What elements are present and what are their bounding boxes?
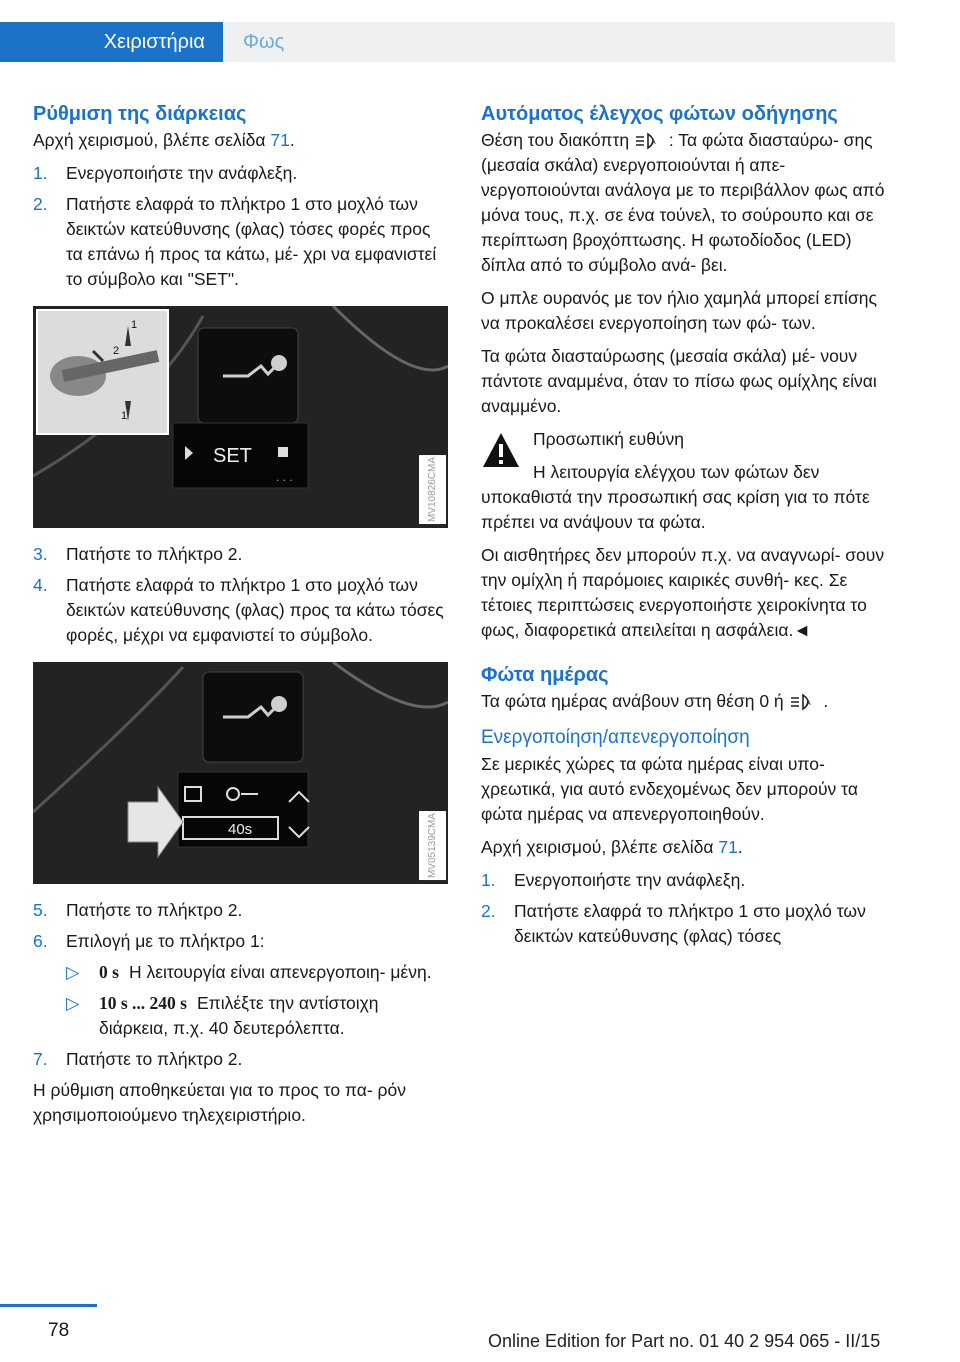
steps-list-c [33,898,448,1041]
figure-code: MV10826CMA [419,455,446,524]
steps-list-b [33,542,448,648]
left-column [33,100,448,1136]
time-label: 40s [228,821,253,838]
auto-lights-paragraph [481,128,896,278]
section-heading-duration: Ρύθμιση της διάρκειας [33,103,247,125]
warning-title: Προσωπική ευθύνη [533,429,685,449]
step-item [33,542,448,567]
step-item [33,192,448,292]
step-number: 6. [33,931,48,951]
step-text: Πατήστε το πλήκτρο 2. [66,900,243,920]
auto-headlight-icon [789,692,819,712]
step-item [33,161,448,186]
svg-text:. . .: . . . [276,470,293,484]
section-heading-daytime: Φώτα ημέρας [481,664,609,686]
step-text: Πατήστε το πλήκτρο 2. [66,544,243,564]
step-item [33,929,448,1041]
page-number: 78 [48,1320,70,1341]
auto-headlight-icon [634,131,664,151]
sub-option-list [66,960,448,1041]
step-text: Ενεργοποιήστε την ανάφλεξη. [66,163,298,183]
section-heading-auto-lights: Αυτόματος έλεγχος φώτων οδήγησης [481,103,838,125]
step-text: Επιλογή με το πλήκτρο 1: [66,931,265,951]
page-link-71[interactable]: 71 [270,130,290,150]
mandatory-paragraph: Σε μερικές χώρες τα φώτα ημέρας είναι υπο‐ χρεωτικά, για αυτό ενδεχομένως δεν μπορούν τα φώτα ημέρας να απενεργοποιηθούν. [481,754,858,824]
warning-triangle-icon [481,431,521,469]
instrument-cluster-illustration-2 [33,662,448,884]
intro-paragraph [33,128,448,153]
step-item [33,898,448,923]
foglight-paragraph: Τα φώτα διασταύρωσης (μεσαία σκάλα) μέ‐ νουν πάντοτε αναμμένα, όταν το πίσω φως ομίχλης είναι αναμμένο. [481,346,877,416]
sub-option-item [66,991,448,1041]
header-topic-tab: Φως [223,22,895,62]
edition-note: Online Edition for Part no. 01 40 2 954 065 - II/15 [488,1331,881,1351]
step-item [33,1047,448,1072]
step-number: 2. [481,901,496,921]
sun-paragraph: Ο μπλε ουρανός με τον ήλιο χαμηλά μπορεί επίσης να προκαλέσει ενεργοποίηση των φώ‐ των. [481,288,877,333]
step-item [481,899,896,949]
step-text: Πατήστε το πλήκτρο 2. [66,1049,243,1069]
callout-1: 1 [131,319,138,331]
step-number: 3. [33,544,48,564]
p5-end: . [823,691,829,711]
svg-text:A: A [651,139,656,147]
warning-text: Η λειτουργία ελέγχου των φώτων δεν υποκαθιστά την προσωπική σας κρίση για το πότε πρέπει να ανάψουν τα φώτα. [481,462,870,532]
intro-text: Αρχή χειρισμού, βλέπε σελίδα [33,130,271,150]
step-text: Πατήστε ελαφρά το πλήκτρο 1 στο μοχλό των δεικτών κατεύθυνσης (φλας) τόσες φορές προς τα επάνω ή προς τα κάτω, μέ‐ χρι να εμφανιστεί το σύμβολο και "SET". [66,194,437,289]
steps-list-d [33,1047,448,1072]
p1-start: Θέση του διακόπτη [481,130,634,150]
p5-start: Τα φώτα ημέρας ανάβουν στη θέση 0 ή [481,691,789,711]
sensor-paragraph: Οι αισθητήρες δεν μπορούν π.χ. να αναγνωρί‐ σουν την ομίχλη ή παρόμοιες καιρικές συνθή‐ κες. Σε τέτοιες περιπτώσεις ενεργοποιήστε χειροκίνητα το φως, διαφορετικά απειλείται η ασφάλεια.◄ [481,545,885,640]
p1-rest: : Τα φώτα διασταύρω‐ σης (μεσαία σκάλα) ενεργοποιούνται ή απε‐ νεργοποιούνται ανάλογα με το περιβάλλον φως από μόνα τους, π.χ. σε ένα τούνελ, το σούρουπο και σε περίπτωση βροχόπτωσης. Η φωτοδίοδος (LED) δίπλα από το σύμβολο ανά‐ βει. [481,130,885,275]
figure-duration-display [33,662,448,884]
intro-end: . [289,130,295,150]
instrument-cluster-illustration-1 [33,306,448,528]
subheading-toggle: Ενεργοποίηση/απενεργοποίηση [481,727,750,748]
step-item [481,868,896,893]
step-text: Πατήστε ελαφρά το πλήκτρο 1 στο μοχλό των δεικτών κατεύθυνσης (φλας) τόσες [514,901,866,946]
sub-option-item [66,960,448,985]
daytime-paragraph [481,689,896,714]
steps-list-a [33,161,448,292]
operation-paragraph [481,835,896,860]
sub-option-text: Η λειτουργία είναι απενεργοποιη‐ μένη. [128,962,432,982]
steps-list-right [481,868,896,949]
step-number: 2. [33,194,48,214]
set-label: SET [213,445,252,467]
callout-2: 2 [113,345,120,357]
step-text: Πατήστε ελαφρά το πλήκτρο 1 στο μοχλό των δεικτών κατεύθυνσης (φλας) προς τα κάτω τόσες φορές, μέχρι να εμφανιστεί το σύμβολο. [66,575,444,645]
step-text: Ενεργοποιήστε την ανάφλεξη. [514,870,746,890]
glyph-seconds-range: 10 s ... 240 s [99,993,187,1013]
page-header [0,0,960,60]
triangle-bullet-icon: ▷ [66,993,80,1013]
glyph-zero-seconds: 0 s [99,962,119,982]
figure-code: MV05139CMA [419,811,446,880]
footer-rule [0,1304,97,1307]
closing-paragraph: Η ρύθμιση αποθηκεύεται για το προς το πα‐ ρόν χρησιμοποιούμενο τηλεχειριστήριο. [33,1080,406,1125]
step-number: 5. [33,900,48,920]
page-link-71[interactable]: 71 [718,837,738,857]
header-section-tab: Χειριστήρια [0,22,223,62]
warning-block [481,427,896,535]
svg-text:A: A [805,700,811,708]
figure-set-display [33,306,448,528]
callout-1b: 1 [121,410,128,422]
step-item [33,573,448,648]
step-number: 1. [33,163,48,183]
step-number: 7. [33,1049,48,1069]
right-column [481,100,896,955]
step-number: 4. [33,575,48,595]
p7-text: Αρχή χειρισμού, βλέπε σελίδα [481,837,719,857]
triangle-bullet-icon: ▷ [66,962,80,982]
step-number: 1. [481,870,496,890]
p7-end: . [737,837,743,857]
sub-option-text: Επιλέξτε την αντίστοιχη διάρκεια, π.χ. 40 δευτερόλεπτα. [99,993,379,1038]
